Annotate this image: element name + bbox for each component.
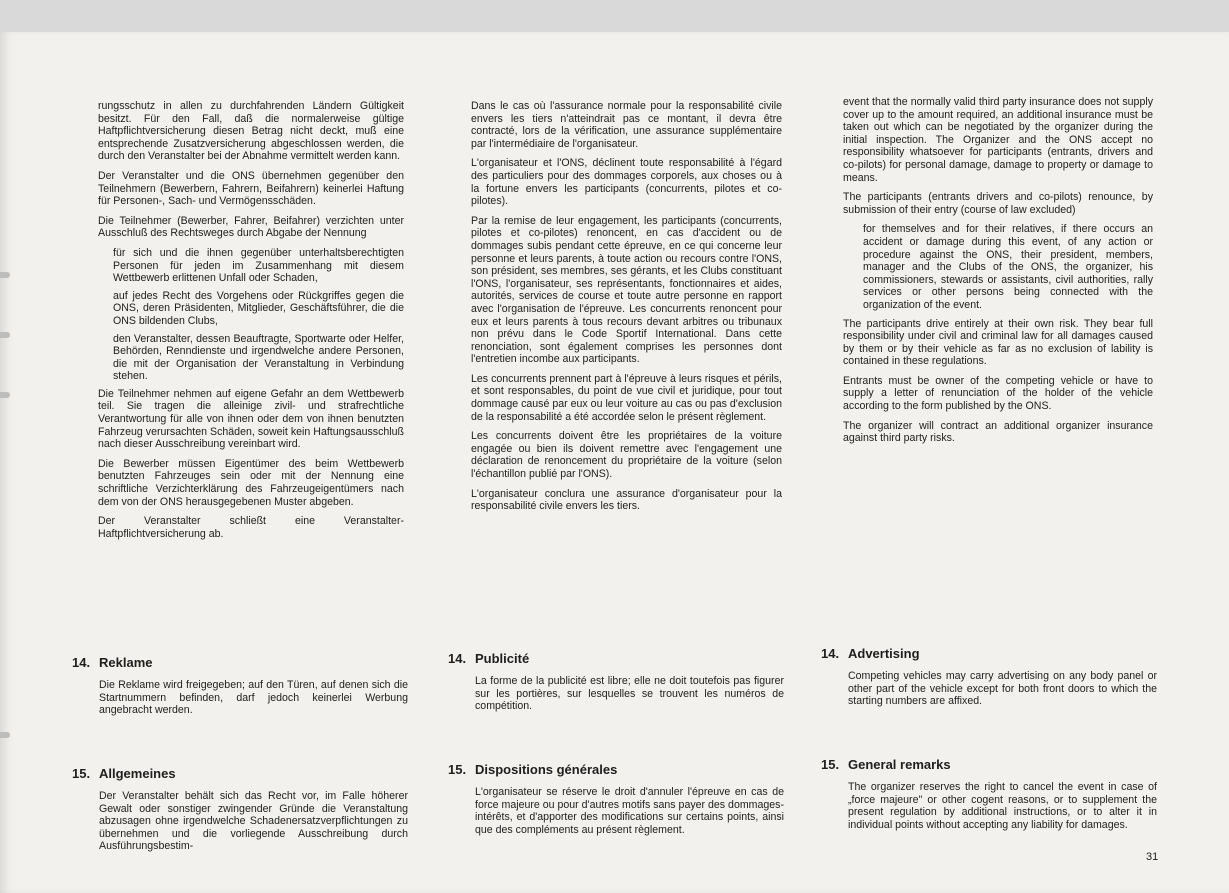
section-heading [72, 655, 408, 670]
paragraph: rungsschutz in allen zu durchfahrenden Ländern Gültigkeit besitzt. Für den Fall, daß die normalerweise gültige Haftpflichtversicherung diesen Betrag nicht deckt, muß eine entsprechende Zusatzversicherung abgeschlossen werden, die durch den Veranstalter bei der Abnahme vermittelt werden kann. [98, 100, 404, 163]
paragraph: Die Teilnehmer nehmen auf eigene Gefahr an dem Wettbewerb teil. Sie tragen die alleinige zivil- und strafrechtliche Verantwortung für alle von ihnen oder dem von ihnen benutzten Fahrzeug verursachten Schäden, soweit kein Haftungsausschluß nach dieser Ausschreibung vereinbart wird. [98, 387, 404, 451]
indented-paragraph: for themselves and for their relatives, if there occurs an accident or damage during this event, of any action or procedure against the ONS, their president, members, manager and the Clubs of the ONS, the organizer, his commissioners, stewards or assistants, civil authorities, rally services or other persons being connected with the organization of the event. [863, 223, 1153, 311]
document-page [0, 32, 1229, 893]
paragraph: event that the normally valid third party insurance does not supply cover up to the amount required, an additional insurance must be taken out which can be negotiated by the organizer during the initial inspection. The Organizer and the ONS accept no responsibility whatsoever for participants (entrants, drivers and co-pilots) for personal damage, damage to property or damage to means. [843, 96, 1153, 184]
section-title: Advertising [848, 646, 920, 661]
section-text: L'organisateur se réserve le droit d'annuler l'épreuve en cas de force majeure ou pour d'autres motifs sans payer des dommages-intérêts, et d'apporter des modifications sur certains points, ainsi que des compléments au présent règlement. [475, 786, 784, 836]
section-heading [448, 651, 784, 666]
english-section-15 [821, 757, 1157, 831]
french-section-15 [448, 762, 784, 836]
binding-hole [0, 732, 10, 738]
section-text: La forme de la publicité est libre; elle ne doit toutefois pas figurer sur les portières, sur lesquelles se trouvent les numéros de compétition. [475, 675, 784, 713]
section-number: 15. [72, 766, 91, 781]
paragraph: Die Teilnehmer (Bewerber, Fahrer, Beifahrer) verzichten unter Ausschluß des Rechtsweges durch Abgabe der Nennung [98, 214, 404, 240]
paragraph: Die Bewerber müssen Eigentümer des beim Wettbewerb benutzten Fahrzeuges sein oder mit der Nennung eine schriftliche Verzichterklärung des Fahrzeugeigentümers nach dem von der ONS herausgegebenen Muster abgeben. [98, 457, 404, 508]
indented-paragraph: für sich und die ihnen gegenüber unterhaltsberechtigten Personen für jeden im Zusammenhang mit diesem Wettbewerb erlittenen Unfall oder Schaden, [113, 246, 404, 285]
section-number: 15. [448, 762, 467, 777]
binding-hole [0, 272, 10, 278]
section-text: Die Reklame wird freigegeben; auf den Türen, auf denen sich die Startnummern befinden, darf jedoch keinerlei Werbung angebracht werden. [99, 679, 408, 717]
paragraph: Les concurrents doivent être les propriétaires de la voiture engagée ou bien ils doivent remettre avec l'engagement une déclaration de renoncement du propriétaire de la voiture (selon l'échantillon publié par l'ONS). [471, 430, 782, 481]
section-text: The organizer reserves the right to cancel the event in case of „force majeure" or other cogent reasons, or to supplement the present regulation by additional instructions, or to alter it in individual points without accepting any liability for damages. [848, 781, 1157, 831]
section-number: 15. [821, 757, 840, 772]
section-number: 14. [821, 646, 840, 661]
section-title: Reklame [99, 655, 153, 670]
section-number: 14. [72, 655, 91, 670]
paragraph: Dans le cas où l'assurance normale pour la responsabilité civile envers les tiers n'atteindrait pas ce montant, il devra être contracté, lors de la vérification, une assurance supplémentaire par l'intermédiaire de l'organisateur. [471, 100, 782, 150]
section-title: General remarks [848, 757, 951, 772]
section-heading [821, 646, 1157, 661]
section-heading [821, 757, 1157, 772]
paragraph: L'organisateur conclura une assurance d'organisateur pour la responsabilité civile envers les tiers. [471, 487, 782, 513]
german-column [98, 100, 404, 547]
indented-paragraph: auf jedes Recht des Vorgehens oder Rückgriffes gegen die ONS, deren Präsidenten, Mitglieder, Geschäftsführer, die die ONS bildenden Clubs, [113, 289, 404, 327]
german-section-14 [72, 655, 408, 717]
indented-paragraph: den Veranstalter, dessen Beauftragte, Sportwarte oder Helfer, Behörden, Renndienste und irgendwelche andere Personen, die mit der Organisation der Veranstaltung in Verbindung stehen. [113, 332, 404, 383]
english-section-14 [821, 646, 1157, 708]
page-number: 31 [1146, 851, 1159, 863]
section-number: 14. [448, 651, 467, 666]
paragraph: Der Veranstalter und die ONS übernehmen gegenüber den Teilnehmern (Bewerbern, Fahrern, Beifahrern) keinerlei Haftung für Personen-, Sach- und Vermögensschäden. [98, 169, 404, 208]
paragraph: L'organisateur et l'ONS, déclinent toute responsabilité à l'égard des particuliers pour des dommages corporels, aux choses ou à la fortune envers les participants (concurrents, pilotes et co-pilotes). [471, 157, 782, 208]
section-title: Publicité [475, 651, 530, 666]
paragraph: The organizer will contract an additional organizer insurance against third party risks. [843, 419, 1153, 445]
paragraph: Der Veranstalter schließt eine Veranstalter-Haftpflichtversicherung ab. [98, 515, 404, 540]
french-column [471, 100, 782, 520]
paragraph: Entrants must be owner of the competing vehicle or have to supply a letter of renunciation of the holder of the vehicle according to the form published by the ONS. [843, 374, 1153, 413]
binding-hole [0, 392, 10, 398]
section-title: Dispositions générales [475, 762, 618, 777]
paragraph: The participants drive entirely at their own risk. They bear full responsibility under civil and criminal law for all damages caused by them or by their vehicle as far as no exclusion of lability is contained in these regulations. [843, 317, 1153, 368]
english-column [843, 96, 1153, 452]
french-section-14 [448, 651, 784, 713]
section-title: Allgemeines [99, 766, 176, 781]
binding-hole [0, 332, 10, 338]
section-heading [448, 762, 784, 777]
paragraph: Par la remise de leur engagement, les participants (concurrents, pilotes et co-pilotes) renoncent, en cas d'accident ou de dommages subis pendant cette épreuve, en ce qui concerne leur personne et leurs parents, à toute action ou recours contre l'ONS, son président, ses membres, ses gérants, et les Clubs constituant l'ONS, l'organisateur, ses représentants, fonctionnaires et aides, autorités, services de course et toute autre personne en rapport avec l'organisation de l'épreuve. Les concurrents renoncent pour eux et leurs parents à tous recours devant arbitres ou tribunaux non prévu dans le Code Sportif International. Dans cette renonciation, sont également comprises les personnes dont l'entretien incombe aux participants. [471, 214, 782, 366]
section-heading [72, 766, 408, 781]
paragraph: The participants (entrants drivers and co-pilots) renounce, by submission of their entry (course of law excluded) [843, 191, 1153, 216]
section-text: Der Veranstalter behält sich das Recht vor, im Falle höherer Gewalt oder sonstiger zwingender Gründe die Veranstaltung abzusagen ohne irgendwelche Schadenersatzverpflichtungen zu übernehmen und die vorliegende Ausschreibung durch Ausführungsbestim- [99, 790, 408, 853]
section-text: Competing vehicles may carry advertising on any body panel or other part of the vehicle except for both front doors to which the starting numbers are affixed. [848, 670, 1157, 708]
german-section-15 [72, 766, 408, 853]
paragraph: Les concurrents prennent part à l'épreuve à leurs risques et périls, et sont responsables, du point de vue civil et juridique, pour tout dommage causé par eux ou leur voiture au cas ou pas d'exclusion de la responsabilité a été accordée selon le présent règlement. [471, 372, 782, 423]
